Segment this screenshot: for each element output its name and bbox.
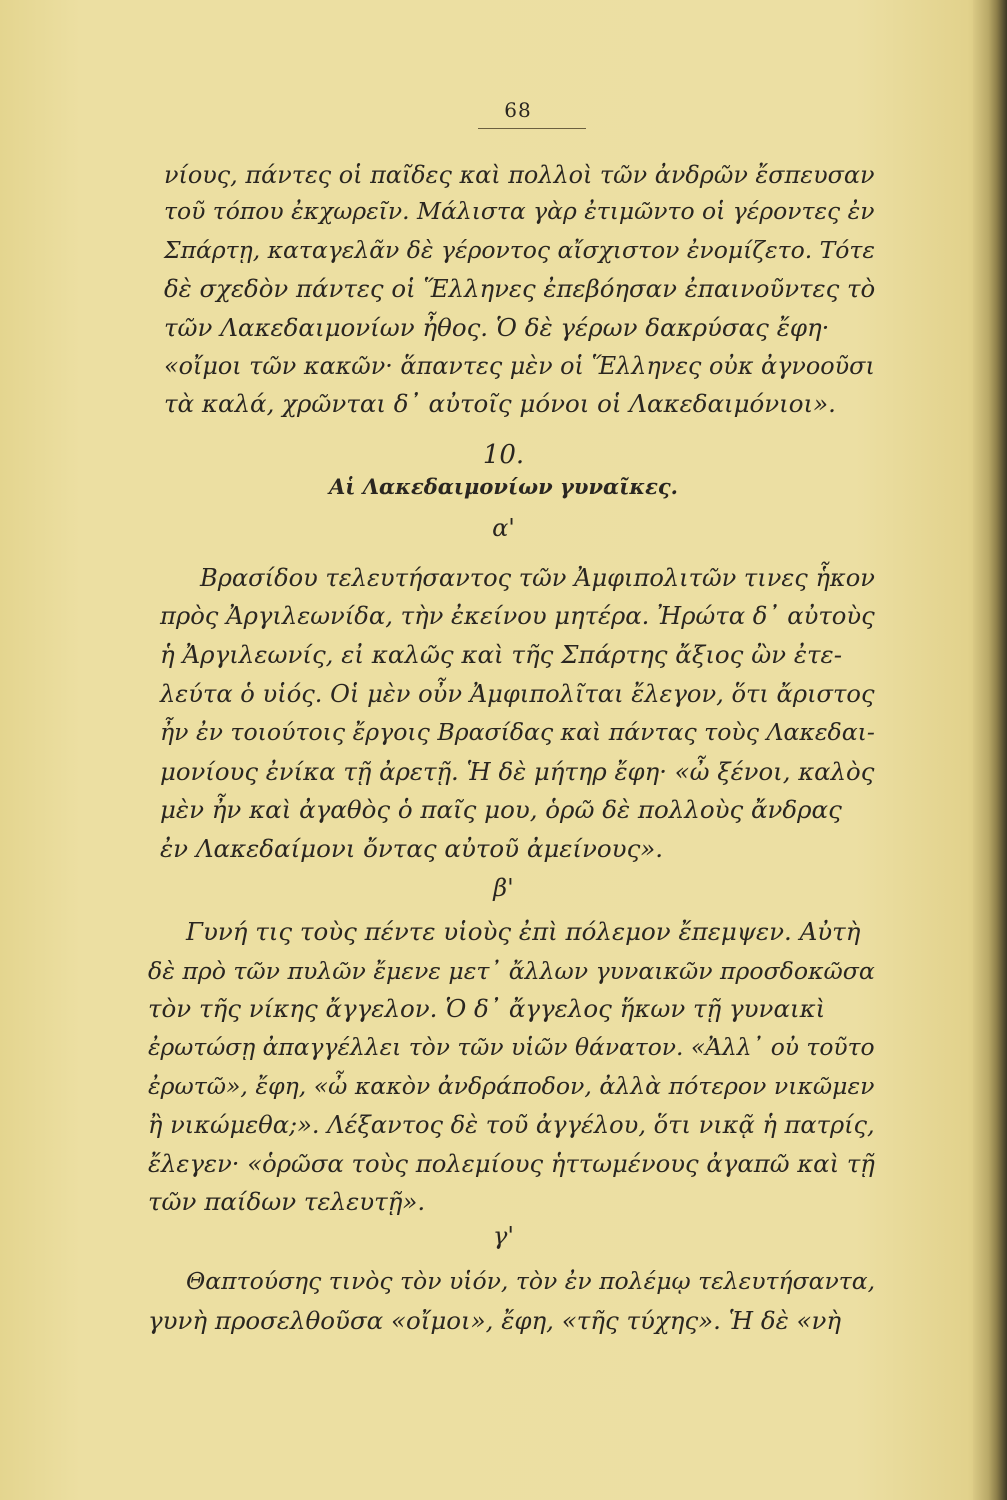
page-number-rule [478, 128, 586, 129]
text-line: Σπάρτῃ, καταγελᾶν δὲ γέροντος αἴσχιστον ἐνομίζετο. Τότε [164, 236, 875, 264]
text-line: τοῦ τόπου ἐκχωρεῖν. Μάλιστα γὰρ ἐτιμῶντο οἱ γέροντες ἐν [164, 197, 875, 225]
text-line: λεύτα ὁ υἱός. Οἱ μὲν οὖν Ἀμφιπολῖται ἔλεγον, ὅτι ἄριστος [160, 680, 875, 708]
text-line: γυνὴ προσελθοῦσα «οἴμοι», ἔφη, «τῆς τύχης». Ἡ δὲ «νὴ [148, 1306, 842, 1335]
subsection-label: α' [492, 514, 515, 542]
text-line: ἢ νικώμεθα;». Λέξαντος δὲ τοῦ ἀγγέλου, ὅτι νικᾷ ἡ πατρίς, [148, 1111, 875, 1139]
section-title: Αἱ Λακεδαιμονίων γυναῖκες. [329, 474, 678, 499]
text-line: ἡ Ἀργιλεωνίς, εἰ καλῶς καὶ τῆς Σπάρτης ἄξιος ὢν ἐτε- [160, 640, 842, 669]
text-line: πρὸς Ἀργιλεωνίδα, τὴν ἐκείνου μητέρα. Ἠρώτα δ᾽ αὐτοὺς [160, 601, 875, 630]
text-line: Θαπτούσης τινὸς τὸν υἱόν, τὸν ἐν πολέμῳ τελευτήσαντα, [186, 1267, 876, 1295]
text-line: τῶν Λακεδαιμονίων ἦθος. Ὁ δὲ γέρων δακρύσας ἔφη· [164, 313, 830, 342]
book-spine-shadow [973, 0, 1007, 1500]
text-line: ἔλεγεν· «ὁρῶσα τοὺς πολεμίους ἡττωμένους ἀγαπῶ καὶ τῇ [148, 1149, 875, 1178]
text-line: «οἴμοι τῶν κακῶν· ἅπαντες μὲν οἱ Ἕλληνες οὐκ ἀγνοοῦσι [164, 352, 875, 380]
text-line: τὸν τῆς νίκης ἄγγελον. Ὁ δ᾽ ἄγγελος ἥκων τῇ γυναικὶ [148, 994, 826, 1023]
text-line: μονίους ἐνίκα τῇ ἀρετῇ. Ἡ δὲ μήτηρ ἔφη· «ὦ ξένοι, καλὸς [160, 757, 875, 786]
text-line: τὰ καλά, χρῶνται δ᾽ αὐτοῖς μόνοι οἱ Λακεδαιμόνιοι». [164, 389, 836, 418]
text-line: μὲν ἦν καὶ ἀγαθὸς ὁ παῖς μου, ὁρῶ δὲ πολλοὺς ἄνδρας [160, 795, 842, 824]
text-line: ἐν Λακεδαίμονι ὄντας αὐτοῦ ἀμείνους». [160, 834, 664, 863]
page-number: 68 [504, 98, 532, 122]
section-number: 10. [482, 440, 525, 470]
subsection-label: β' [493, 874, 514, 902]
text-line: ἐρωτώσῃ ἀπαγγέλλει τὸν τῶν υἱῶν θάνατον. «Ἀλλ᾽ οὐ τοῦτο [148, 1033, 875, 1061]
text-line: δὲ πρὸ τῶν πυλῶν ἔμενε μετ᾽ ἄλλων γυναικῶν προσδοκῶσα [148, 957, 875, 985]
subsection-label: γ' [493, 1222, 514, 1250]
text-line: δὲ σχεδὸν πάντες οἱ Ἕλληνες ἐπεβόησαν ἐπαινοῦντες τὸ [164, 274, 876, 303]
text-line: νίους, πάντες οἱ παῖδες καὶ πολλοὶ τῶν ἀνδρῶν ἔσπευσαν [164, 161, 875, 189]
text-line: ἐρωτῶ», ἔφη, «ὦ κακὸν ἀνδράποδον, ἀλλὰ πότερον νικῶμεν [148, 1072, 875, 1100]
text-line: τῶν παίδων τελευτῇ». [148, 1187, 426, 1216]
text-line: ἦν ἐν τοιούτοις ἔργοις Βρασίδας καὶ πάντας τοὺς Λακεδαι- [160, 718, 875, 746]
text-line: Γυνή τις τοὺς πέντε υἱοὺς ἐπὶ πόλεμον ἔπεμψεν. Αὐτὴ [186, 917, 861, 946]
text-line: Βρασίδου τελευτήσαντος τῶν Ἀμφιπολιτῶν τινες ἧκον [200, 564, 875, 592]
